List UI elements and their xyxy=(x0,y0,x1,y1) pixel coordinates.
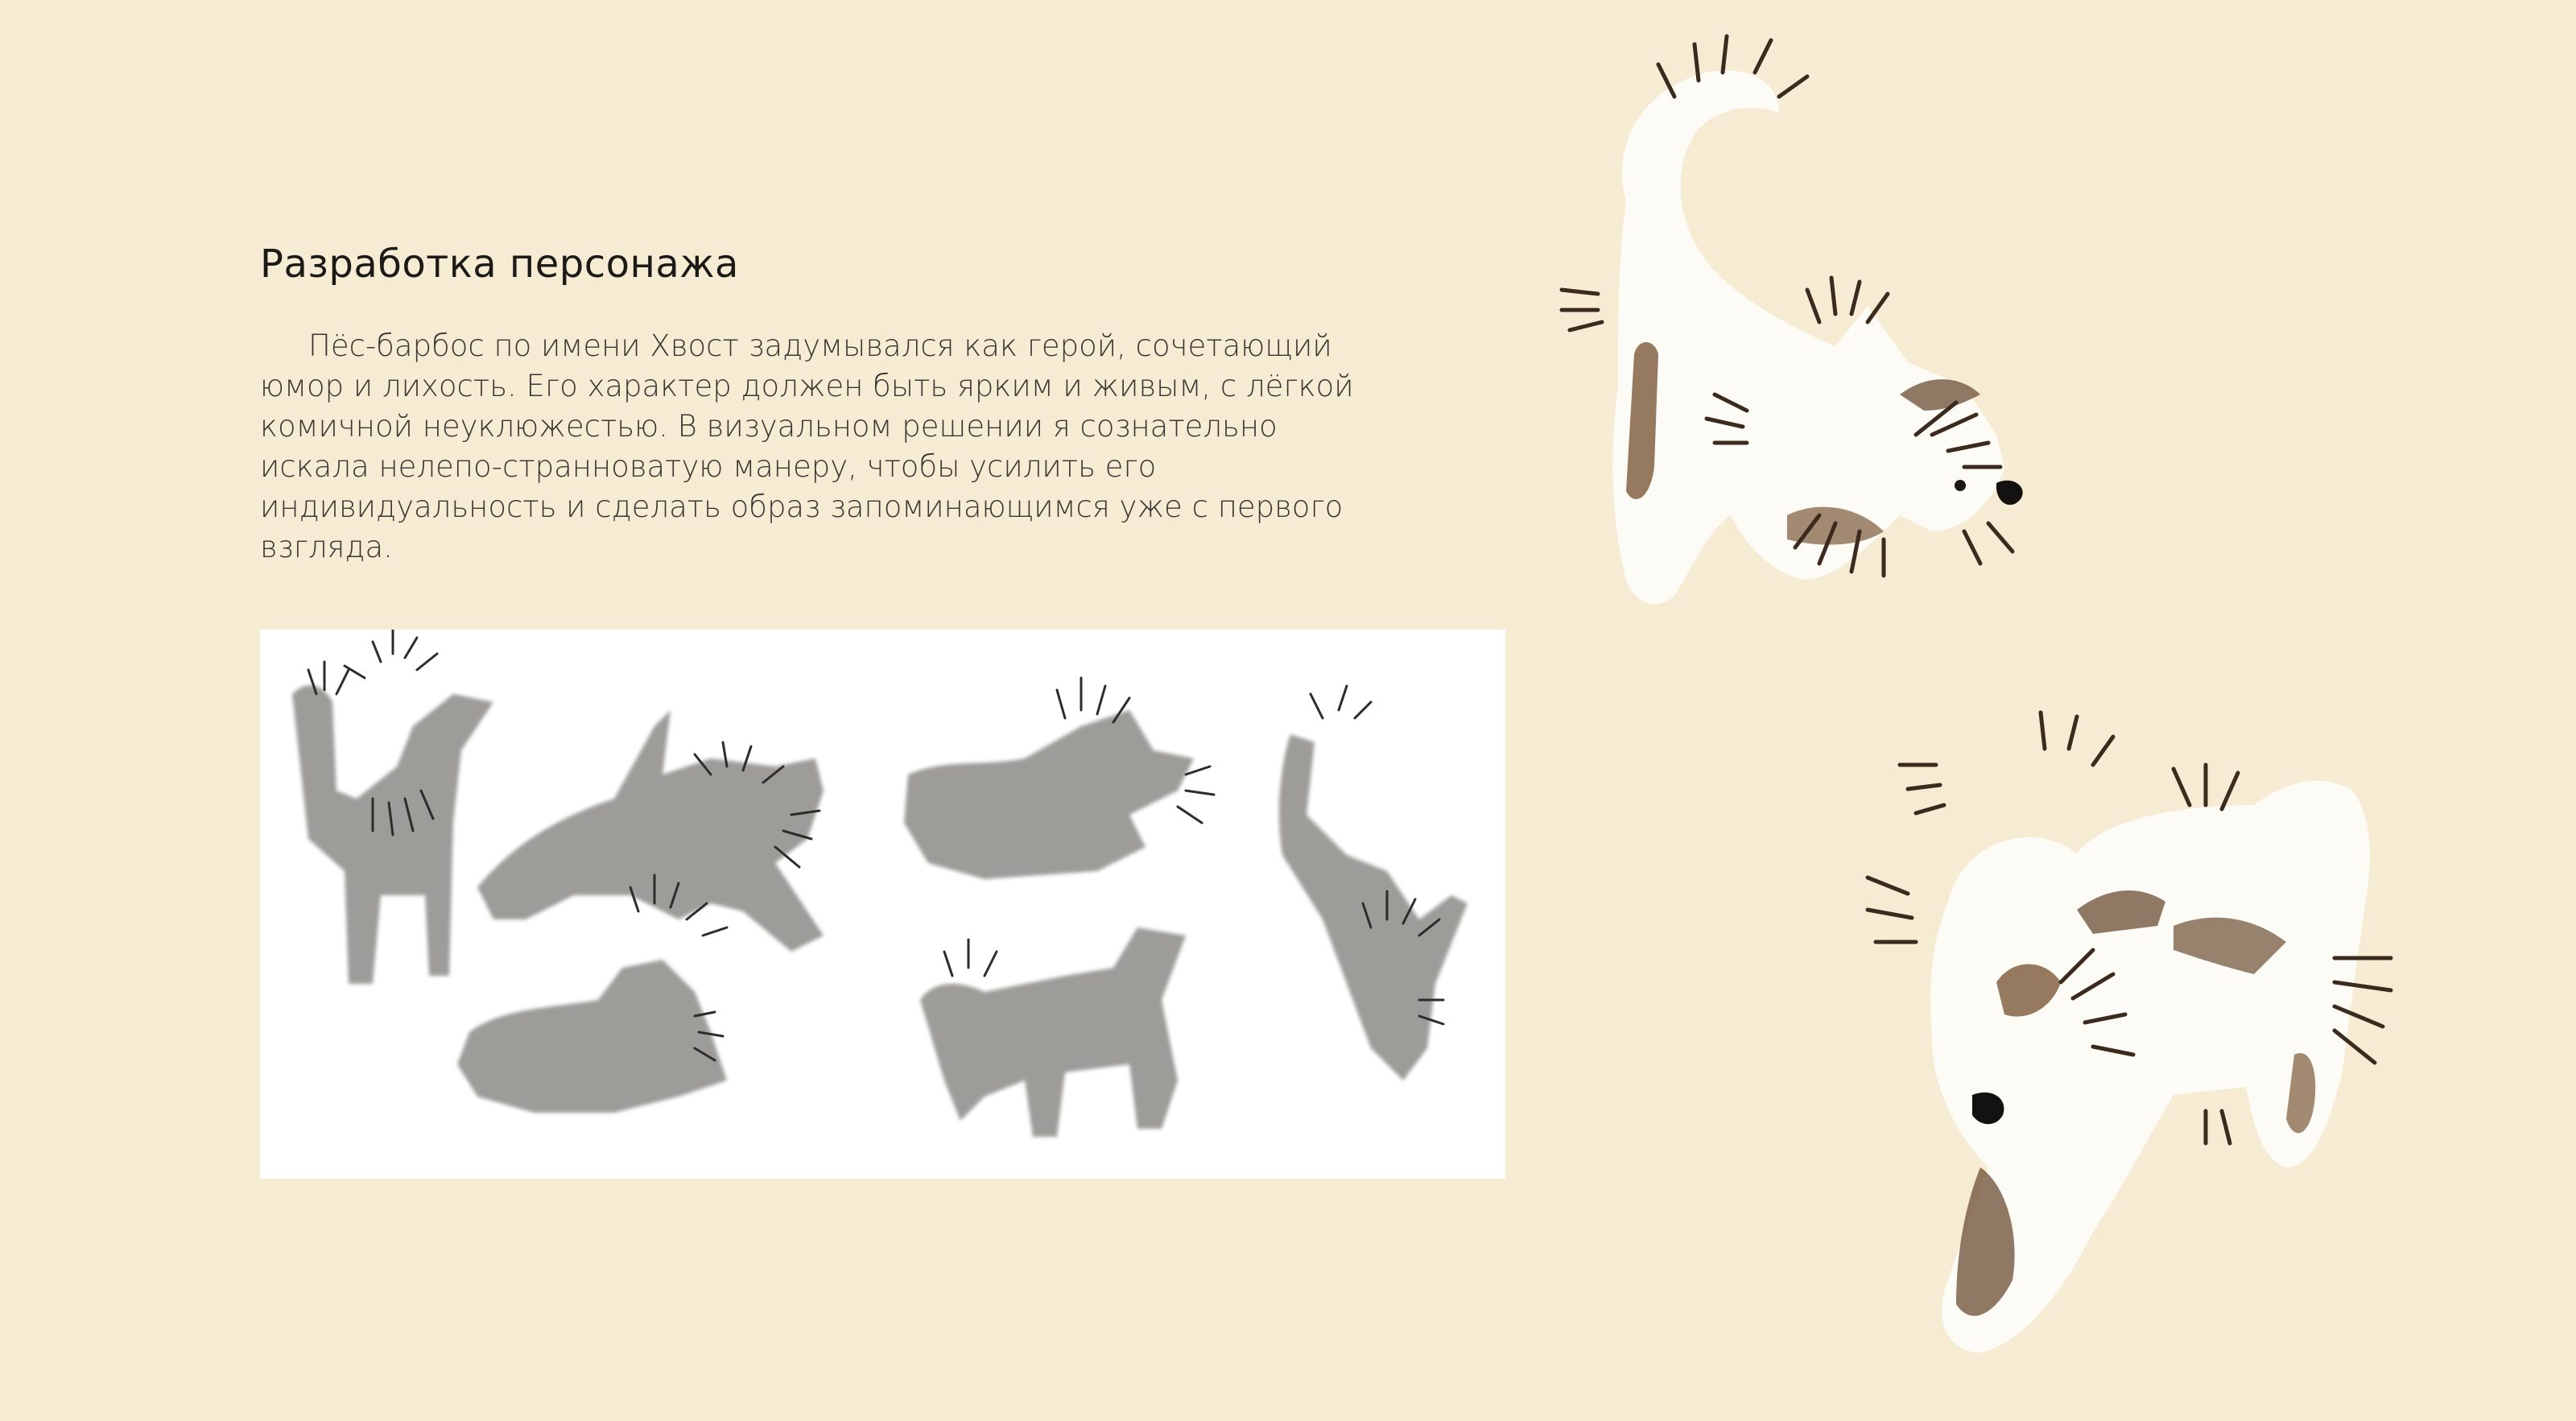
description-paragraph: Пёс-барбос по имени Хвост задумывался как герой, сочетающий юмор и лихость. Его характер должен быть ярким и живым, с лёгкой комичной неуклюжестью. В визуальном решении я сознательно искала нелепо-странноватую манеру, чтобы усилить его индивидуальность и сделать образ запоминающимся уже с первого взгляда. xyxy=(260,328,1354,564)
white-dog-illustration-top xyxy=(1513,16,2157,741)
white-dog-illustration-bottom xyxy=(1835,717,2479,1393)
character-sketches-panel xyxy=(260,630,1505,1179)
ink-whiskers xyxy=(308,630,1443,1060)
description-text xyxy=(260,326,1387,568)
dog-figure-top xyxy=(1513,16,2157,741)
page-title: Разработка персонажа xyxy=(260,242,739,287)
ink-wash-dogs xyxy=(292,685,1468,1137)
dog-figure-bottom xyxy=(1835,717,2479,1393)
watercolor-sketches-image xyxy=(260,630,1505,1179)
